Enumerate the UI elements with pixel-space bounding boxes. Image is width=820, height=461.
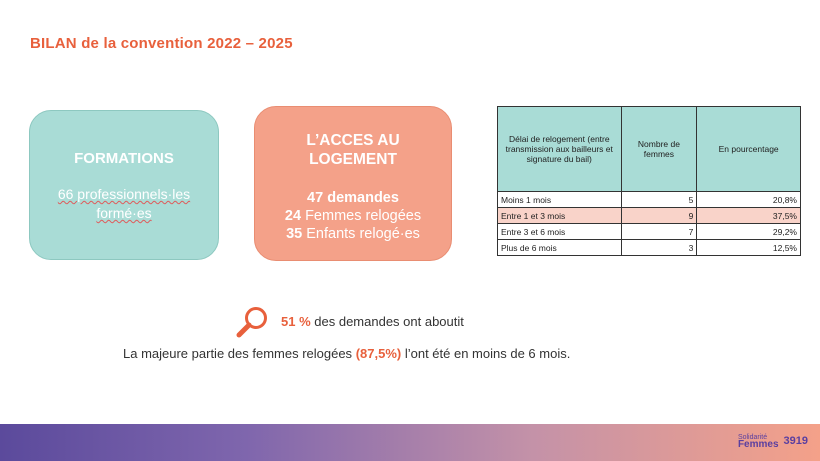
row-count: 5 (621, 192, 697, 208)
row-count: 3 (621, 240, 697, 256)
stat-enfants: 35 Enfants relogé·es (286, 226, 420, 242)
row-label: Plus de 6 mois (498, 240, 622, 256)
table-header-row (498, 107, 801, 192)
page-title: BILAN de la convention 2022 – 2025 (30, 35, 293, 52)
row-pct: 29,2% (697, 224, 801, 240)
logement-heading: L’ACCES AU LOGEMENT (306, 132, 400, 168)
stat-demandes: 47 demandes (307, 190, 399, 206)
summary-line: La majeure partie des femmes relogées (87,5%) l’ont été en moins de 6 mois. (123, 346, 571, 361)
aboutit-percent: 51 % (281, 314, 311, 329)
row-pct: 37,5% (697, 208, 801, 224)
row-pct: 12,5% (697, 240, 801, 256)
aboutit-text: des demandes ont aboutit (314, 314, 464, 329)
header-delai: Délai de relogement (entre transmission aux bailleurs et signature du bail) (498, 107, 622, 192)
row-pct: 20,8% (697, 192, 801, 208)
solidarite-femmes-logo: Solidarité Femmes 3919 (737, 434, 808, 450)
formations-heading: FORMATIONS (74, 150, 174, 167)
row-label: Moins 1 mois (498, 192, 622, 208)
table-row (498, 240, 801, 256)
formations-body: 66 professionnels·les formé·es (57, 186, 191, 221)
logo-number: 3919 (783, 435, 808, 447)
row-label: Entre 1 et 3 mois (498, 208, 622, 224)
row-count: 7 (621, 224, 697, 240)
aboutit-line (281, 314, 464, 329)
table-row (498, 224, 801, 240)
row-label: Entre 3 et 6 mois (498, 224, 622, 240)
table-row (498, 208, 801, 224)
formations-card (29, 110, 219, 260)
summary-accent: (87,5%) (355, 346, 402, 361)
header-nombre: Nombre de femmes (621, 107, 697, 192)
search-icon (236, 305, 270, 339)
relogement-table (497, 106, 801, 256)
logement-stats (255, 189, 451, 243)
header-pourcentage: En pourcentage (697, 107, 801, 192)
stat-femmes: 24 Femmes relogées (284, 208, 422, 224)
table-row (498, 192, 801, 208)
row-count: 9 (621, 208, 697, 224)
footer-bar (0, 424, 820, 461)
logement-card (254, 106, 452, 261)
